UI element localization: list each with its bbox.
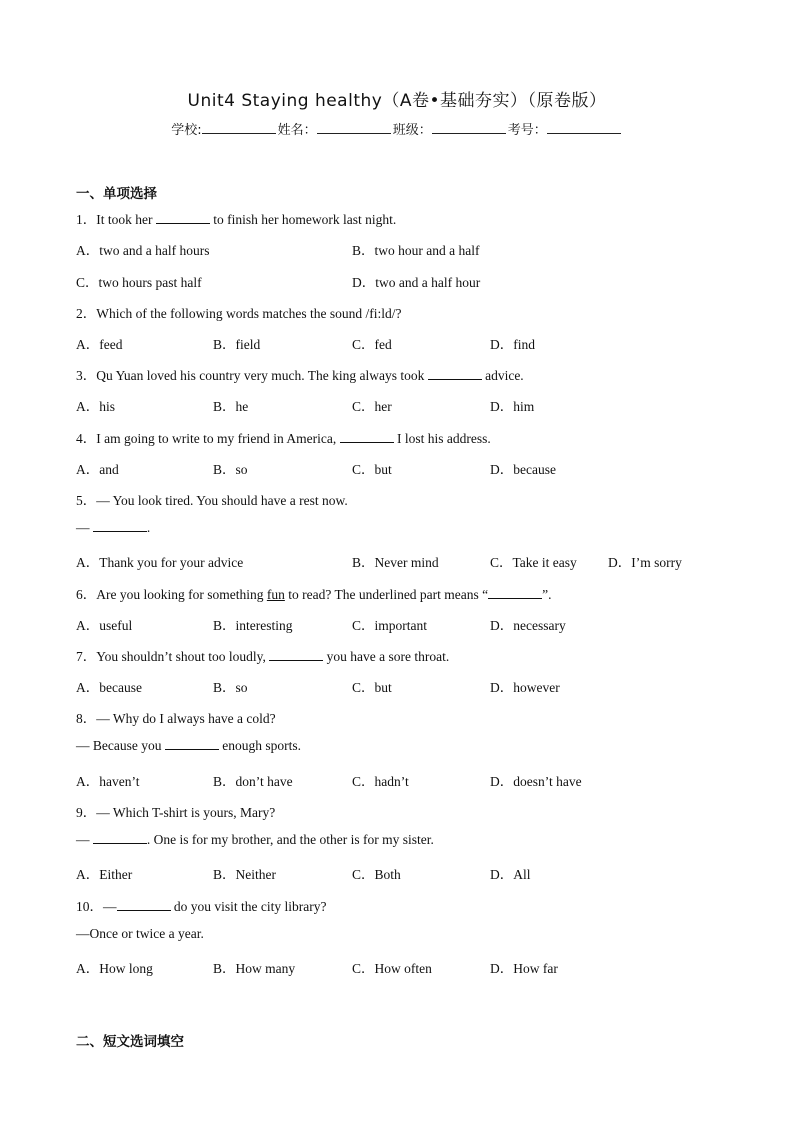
question-10: 10．— do you visit the city library? [76,899,327,914]
option-4c[interactable]: C．but [352,462,392,477]
student-info-line [0,119,794,138]
answer-blank [269,649,323,661]
question-7: 7．You shouldn’t shout too loudly, you have a sore throat. [76,649,450,664]
option-7d[interactable]: D．however [490,680,560,695]
option-5d[interactable]: D．I’m sorry [608,555,682,570]
option-2a[interactable]: A．feed [76,337,123,352]
answer-blank [93,520,147,532]
option-2c[interactable]: C．fed [352,337,392,352]
option-9b[interactable]: B．Neither [213,867,276,882]
answer-blank [488,587,542,599]
page-title: Unit4 Staying healthy（A卷•基础夯实）（原卷版） [187,91,607,111]
option-4a[interactable]: A．and [76,462,119,477]
option-8a[interactable]: A．haven’t [76,774,140,789]
option-3c[interactable]: C．her [352,399,392,414]
option-5a[interactable]: A．Thank you for your advice [76,555,244,570]
option-9c[interactable]: C．Both [352,867,401,882]
option-2b[interactable]: B．field [213,337,261,352]
option-6c[interactable]: C．important [352,618,427,633]
option-9a[interactable]: A．Either [76,867,133,882]
question-2: 2．Which of the following words matches the sound /fi:ld/? [76,306,402,321]
question-8-reply: — Because you enough sports. [76,738,301,753]
question-3: 3．Qu Yuan loved his country very much. The king always took advice. [76,368,524,383]
option-1c[interactable]: C．two hours past half [76,275,202,290]
option-8c[interactable]: C．hadn’t [352,774,409,789]
option-7c[interactable]: C．but [352,680,392,695]
option-2d[interactable]: D．find [490,337,535,352]
option-3d[interactable]: D．him [490,399,535,414]
school-blank[interactable] [202,121,276,134]
option-4d[interactable]: D．because [490,462,556,477]
underlined-word: fun [266,587,285,602]
exam-no-blank[interactable] [547,121,621,134]
option-10d[interactable]: D．How far [490,961,558,976]
name-label: 姓名： [277,123,317,138]
option-6d[interactable]: D．necessary [490,618,566,633]
option-7b[interactable]: B．so [213,680,248,695]
answer-blank [93,832,147,844]
option-1d[interactable]: D．two and a half hour [352,275,481,290]
section-heading-1: 一、单项选择 [76,186,157,202]
option-3a[interactable]: A．his [76,399,116,414]
option-9d[interactable]: D．All [490,867,531,882]
class-label: 班级： [392,123,432,138]
question-10-reply: —Once or twice a year. [76,926,204,941]
option-6a[interactable]: A．useful [76,618,133,633]
option-8d[interactable]: D．doesn’t have [490,774,582,789]
option-7a[interactable]: A．because [76,680,142,695]
section-heading-2: 二、短文选词填空 [76,1034,184,1050]
answer-blank [428,368,482,380]
option-4b[interactable]: B．so [213,462,248,477]
question-4: 4．I am going to write to my friend in America, I lost his address. [76,431,491,446]
question-9: 9．— Which T-shirt is yours, Mary? [76,805,276,820]
answer-blank [165,738,219,750]
name-blank[interactable] [317,121,391,134]
question-9-reply: — . One is for my brother, and the other is for my sister. [76,832,434,847]
answer-blank [117,899,171,911]
question-5: 5．— You look tired. You should have a rest now. [76,493,348,508]
answer-blank [340,431,394,443]
option-5b[interactable]: B．Never mind [352,555,439,570]
option-10c[interactable]: C．How often [352,961,432,976]
question-6: 6．Are you looking for something fun to read? The underlined part means “ ”. [76,587,552,602]
school-label: 学校: [171,123,202,138]
option-5c[interactable]: C．Take it easy [490,555,577,570]
question-1: 1．It took her to finish her homework last night. [76,212,397,227]
option-8b[interactable]: B．don’t have [213,774,293,789]
option-10b[interactable]: B．How many [213,961,296,976]
question-5-reply: — . [76,520,151,535]
option-3b[interactable]: B．he [213,399,249,414]
option-10a[interactable]: A．How long [76,961,153,976]
answer-blank [156,212,210,224]
option-6b[interactable]: B．interesting [213,618,293,633]
option-1b[interactable]: B．two hour and a half [352,243,480,258]
exam-no-label: 考号： [507,123,547,138]
option-1a[interactable]: A．two and a half hours [76,243,210,258]
class-blank[interactable] [432,121,506,134]
question-8: 8．— Why do I always have a cold? [76,711,276,726]
